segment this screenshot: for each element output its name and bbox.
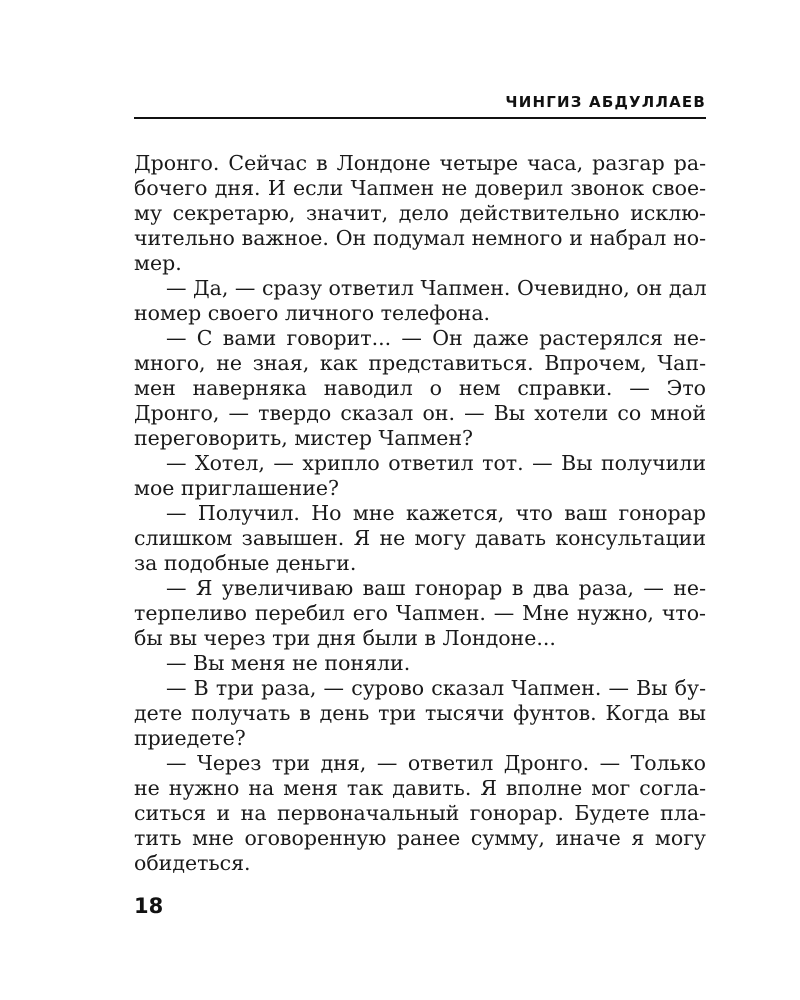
text-line: бочего дня. И если Чапмен не доверил звонок свое-: [134, 176, 706, 200]
page-number: 18: [134, 894, 164, 918]
text-line: — Получил. Но мне кажется, что ваш гонорар: [166, 501, 706, 525]
text-line: Дронго. Сейчас в Лондоне четыре часа, разгар ра-: [134, 151, 706, 175]
text-line: переговорить, мистер Чапмен?: [134, 426, 474, 450]
running-head-author: ЧИНГИЗ АБДУЛЛАЕВ: [505, 93, 706, 111]
text-line: тить мне оговоренную ранее сумму, иначе я могу: [134, 826, 706, 850]
text-line: — Вы меня не поняли.: [166, 651, 411, 675]
text-line: приедете?: [134, 726, 246, 750]
text-line: мое приглашение?: [134, 476, 340, 500]
text-line: чительно важное. Он подумал немного и набрал но-: [134, 226, 706, 250]
text-line: бы вы через три дня были в Лондоне...: [134, 626, 556, 650]
text-line: му секретарю, значит, дело действительно исклю-: [134, 201, 706, 225]
text-line: ситься и на первоначальный гонорар. Будете пла-: [134, 801, 706, 825]
text-line: — Я увеличиваю ваш гонорар в два раза, — не-: [166, 576, 706, 600]
text-line: — Через три дня, — ответил Дронго. — Только: [166, 751, 706, 775]
text-line: дете получать в день три тысячи фунтов. Когда вы: [134, 701, 706, 725]
text-line: обидеться.: [134, 851, 251, 875]
text-line: мен наверняка наводил о нем справки. — Это: [134, 376, 706, 400]
text-line: — Да, — сразу ответил Чапмен. Очевидно, он дал: [166, 276, 707, 300]
text-line: терпеливо перебил его Чапмен. — Мне нужно, что-: [134, 601, 706, 625]
text-line: Дронго, — твердо сказал он. — Вы хотели со мной: [134, 401, 706, 425]
text-line: — С вами говорит... — Он даже растерялся не-: [166, 326, 706, 350]
text-line: много, не зная, как представиться. Впрочем, Чап-: [134, 351, 706, 375]
text-line: — Хотел, — хрипло ответил тот. — Вы получили: [166, 451, 706, 475]
text-line: за подобные деньги.: [134, 551, 357, 575]
text-line: мер.: [134, 251, 182, 275]
text-line: номер своего личного телефона.: [134, 301, 491, 325]
body-text: [134, 151, 706, 876]
text-line: не нужно на меня так давить. Я вполне мог согла-: [134, 776, 706, 800]
text-line: слишком завышен. Я не могу давать консультации: [134, 526, 706, 550]
header-rule: [134, 117, 706, 119]
text-line: — В три раза, — сурово сказал Чапмен. — Вы бу-: [166, 676, 706, 700]
